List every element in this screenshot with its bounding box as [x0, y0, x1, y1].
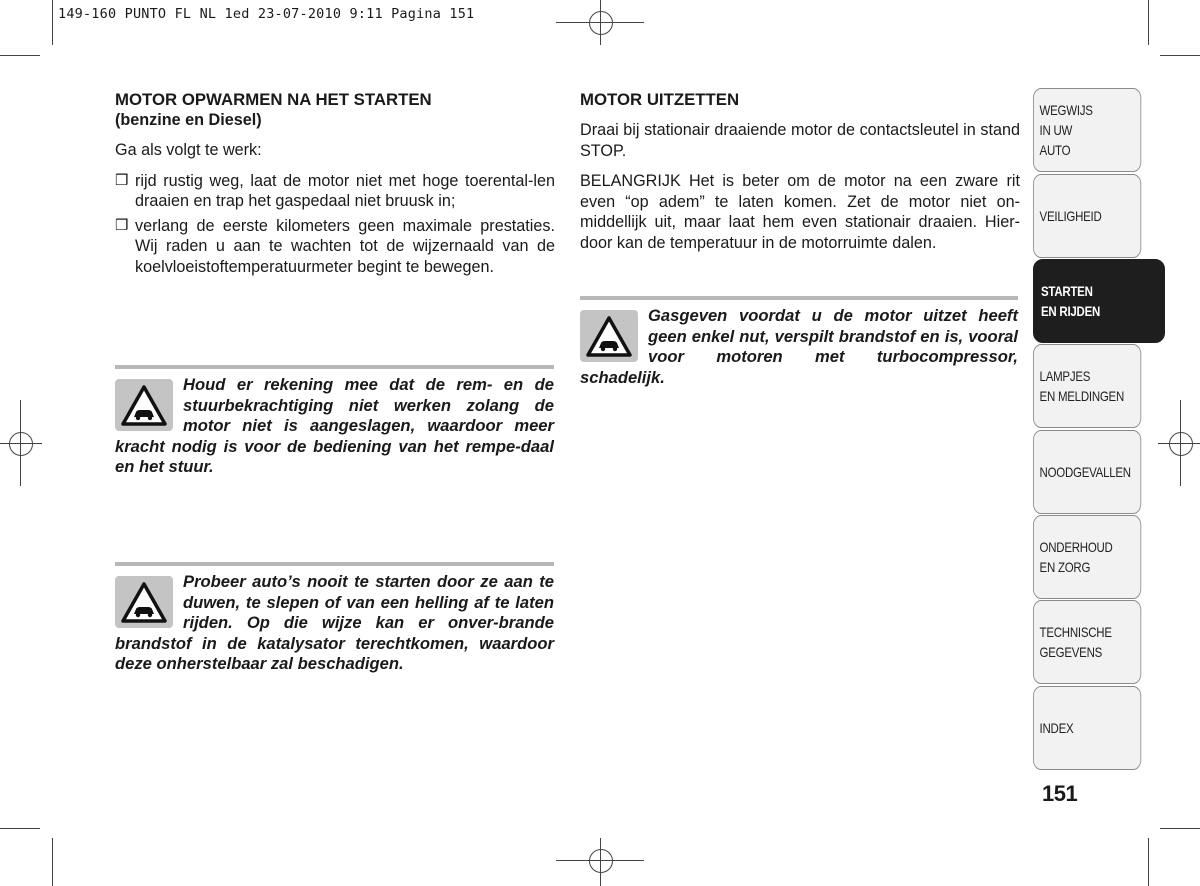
tab-label: GEGEVENS [1039, 644, 1103, 660]
checkbox-bullet-icon: ❒ [115, 216, 129, 234]
tab-label: AUTO [1039, 142, 1071, 158]
warning-box [115, 562, 554, 675]
section-title-warm-up: MOTOR OPWARMEN NA HET STARTEN [115, 90, 432, 109]
right-column [580, 90, 1020, 253]
tab-technische-gegevens[interactable] [1033, 600, 1141, 684]
paragraph: Draai bij stationair draaiende motor de contactsleutel in stand STOP. [580, 121, 1020, 160]
tab-veiligheid[interactable] [1033, 174, 1141, 258]
warning-triangle-car-icon [580, 310, 638, 362]
section-subtitle: (benzine en Diesel) [115, 111, 262, 129]
bullet-text: rijd rustig weg, laat de motor niet met hoge toerental-len draaien en trap het gaspedaal niet bruusk in; [135, 171, 555, 210]
tab-lampjes[interactable] [1033, 344, 1141, 428]
warning-triangle-car-icon [115, 379, 173, 431]
tab-onderhoud[interactable] [1033, 515, 1141, 599]
tab-label: WEGWIJS [1039, 102, 1093, 118]
bullet-text: verlang de eerste kilometers geen maximale prestaties. Wij raden u aan te wachten tot de wijzernaald van de koelvloeistoftemperatuurmeter begint te bewegen. [135, 216, 555, 276]
tab-label: NOODGEVALLEN [1039, 464, 1131, 480]
tab-label: VEILIGHEID [1039, 208, 1102, 224]
tab-label: TECHNISCHE [1039, 624, 1112, 640]
tab-label: EN RIJDEN [1041, 303, 1101, 319]
tab-label: EN ZORG [1039, 559, 1091, 575]
print-header: 149-160 PUNTO FL NL 1ed 23-07-2010 9:11 Pagina 151 [58, 6, 475, 22]
section-title-stop-engine: MOTOR UITZETTEN [580, 90, 740, 109]
warning-text: Gasgeven voordat u de motor uitzet heeft geen enkel nut, verspilt brandstof en is, vooral voor motoren met turbocompressor, schadelijk. [580, 306, 1018, 387]
tab-label: IN UW [1039, 122, 1073, 138]
list-item [115, 171, 555, 212]
warning-triangle-car-icon [115, 576, 173, 628]
warning-text: Probeer auto’s nooit te starten door ze aan te duwen, te slepen of van een helling af te laten rijden. Op die wijze kan er onver-brande brandstof in de katalysator terechtkomen, waardoor deze onherstelbaar zal beschadigen. [115, 572, 554, 673]
paragraph: BELANGRIJK Het is beter om de motor na een zware rit even “op adem” te laten komen. Zet de motor niet on-middellijk uit, maar laat hem even stationair draaien. Hier-door kan de temperatuur in de motorruimte dalen. [580, 172, 1020, 252]
page-number: 151 [1042, 781, 1078, 806]
left-column [115, 90, 555, 277]
checkbox-bullet-icon: ❒ [115, 171, 129, 189]
tab-noodgevallen[interactable] [1033, 430, 1141, 514]
tab-label: LAMPJES [1039, 368, 1091, 384]
tab-wegwijs[interactable] [1033, 88, 1141, 172]
tab-label: ONDERHOUD [1039, 539, 1113, 555]
tab-label: EN MELDINGEN [1039, 388, 1125, 404]
tab-starten-en-rijden[interactable] [1033, 259, 1165, 343]
intro-text: Ga als volgt te werk: [115, 141, 262, 159]
warning-box [580, 296, 1018, 388]
warning-box [115, 365, 554, 478]
list-item [115, 216, 555, 278]
tab-index[interactable] [1033, 686, 1141, 770]
warning-text: Houd er rekening mee dat de rem- en de stuurbekrachtiging niet werken zolang de motor niet is aangeslagen, waardoor meer kracht nodig is voor de bediening van het rempe-daal en het stuur. [115, 375, 554, 476]
tab-label: STARTEN [1041, 283, 1093, 299]
tab-label: INDEX [1039, 720, 1074, 736]
